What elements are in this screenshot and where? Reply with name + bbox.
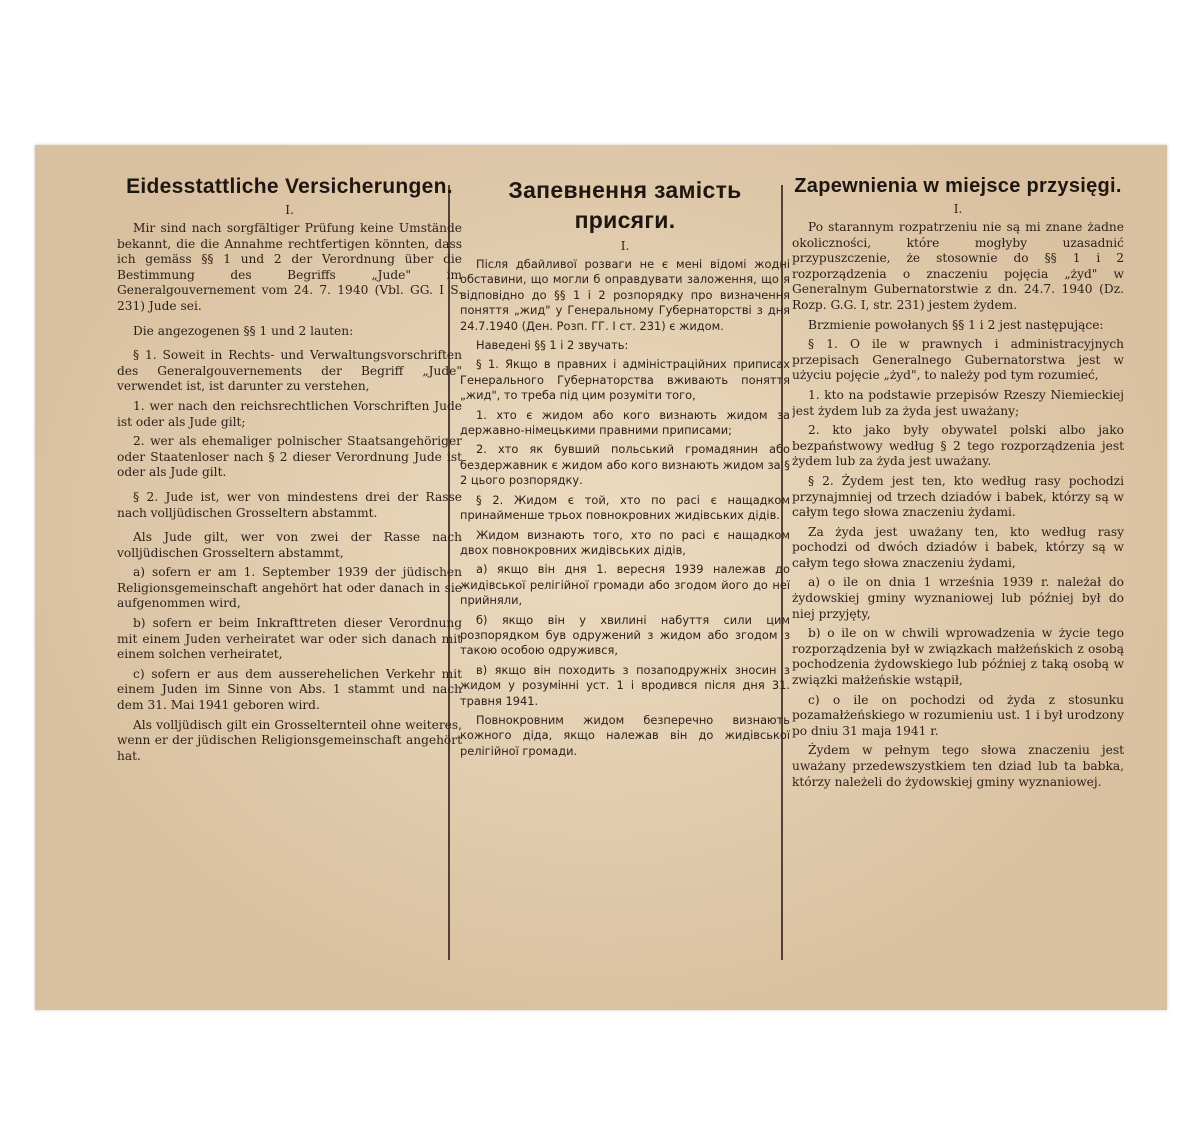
paragraph: в) якщо він походить з позаподружніх зносин з жидом у розумінні уст. 1 і вродився після дня 31. травня 1941. xyxy=(460,662,790,708)
german-body xyxy=(117,221,462,764)
paragraph: § 1. O ile w prawnych i administracyjnych przepisach Generalnego Gubernatorstwa jest w użyciu pojęcie „żyd", to należy pod tym rozumieć, xyxy=(792,337,1124,383)
paragraph: Po starannym rozpatrzeniu nie są mi znane żadne okoliczności, które mogłyby uzasadnić przypuszczenie, że stosownie do §§ 1 i 2 rozporządzenia o znaczeniu pojęcia „żyd" w Generalnym Gubernatorstwie z dn. 24.7. 1940 (Dz. Rozp. G.G. I, str. 231) jestem żydem. xyxy=(792,220,1124,312)
paragraph: 2. wer als ehemaliger polnischer Staatsangehöriger oder Staatenloser nach § 2 dieser Verordnung Jude ist oder als Jude gilt. xyxy=(117,434,462,480)
paragraph: 2. kto jako były obywatel polski albo jako bezpaństwowy według § 2 tego rozporządzenia jest żydem lub za żyda jest uważany. xyxy=(792,423,1124,469)
paragraph: Повнокровним жидом безперечно визнають кожного діда, якщо належав він до жидівської релігійної громади. xyxy=(460,712,790,758)
paragraph: Brzmienie powołanych §§ 1 i 2 jest następujące: xyxy=(808,317,1104,332)
paragraph: б) якщо він у хвилині набуття сили цим розпорядком був одружений з жидом або згодом з такою особою одружився, xyxy=(460,612,790,658)
ukrainian-title: Запевнення замість присяги. xyxy=(508,177,742,233)
paragraph: 1. хто є жидом або кого визнають жидом за державно-німецькими правними приписами; xyxy=(460,407,790,438)
paragraph: Після дбайливої розваги не є мені відомі жодні обставини, що могли б оправдувати заложення, що я відповідно до §§ 1 і 2 розпорядку про визначення поняття „жид" у Генеральному Губернаторстві з дня 24.7.1940 (Ден. Розп. ГГ. І ст. 231) є жидом. xyxy=(460,257,790,333)
paragraph: § 2. Жидом є той, хто по расі є нащадком принайменше трьох повнокровних жидівських дідів. xyxy=(460,492,790,523)
paragraph: c) sofern er aus dem ausserehelichen Verkehr mit einem Juden im Sinne von Abs. 1 stammt und nach dem 31. Mai 1941 geboren wird. xyxy=(117,666,462,713)
polish-body xyxy=(792,220,1124,790)
ukrainian-body xyxy=(460,257,790,759)
german-column xyxy=(117,175,462,935)
ukrainian-column xyxy=(460,175,790,935)
paragraph: b) sofern er beim Inkrafttreten dieser Verordnung mit einem Juden verheiratet war oder sich danach mit einem solchen verheiratet, xyxy=(117,616,462,662)
paragraph: Наведені §§ 1 і 2 звучать: xyxy=(476,338,629,353)
document-sheet xyxy=(35,145,1167,1010)
paragraph: а) якщо він дня 1. вересня 1939 належав до жидівської релігійної громади або згодом його до неї прийняли, xyxy=(460,562,790,608)
paragraph: § 1. Якщо в правних і адміністраційних приписах Генерального Губернаторства вживають поняття „жид", то треба під цим розуміти того, xyxy=(460,357,790,403)
paragraph: 1. kto na podstawie przepisów Rzeszy Niemieckiej jest żydem lub za żyda jest uważany; xyxy=(792,387,1124,418)
paragraph: Mir sind nach sorgfältiger Prüfung keine Umstände bekannt, die die Annahme rechtfertigen könnten, dass ich gemäss §§ 1 und 2 der Verordnung über die Bestimmung des Begriffs „Jude" im Generalgouvernement vom 24. 7. 1940 (Vbl. GG. I S. 231) Jude sei. xyxy=(117,221,462,313)
paragraph: b) o ile on w chwili wprowadzenia w życie tego rozporządzenia był w związkach małżeńskich z osobą pochodzenia żydowskiego lub później z taką osobą w związki małżeńskie wstąpił, xyxy=(792,626,1124,688)
german-section-numeral: I. xyxy=(285,203,294,217)
paragraph: Als Jude gilt, wer von zwei der Rasse nach volljüdischen Grosseltern abstammt, xyxy=(117,530,462,560)
paragraph: § 1. Soweit in Rechts- und Verwaltungsvorschriften des Generalgouvernements der Begriff „Jude" verwendet ist, ist darunter zu verstehen, xyxy=(117,348,462,394)
paragraph: c) o ile on pochodzi od żyda z stosunku pozamałżeńskiego w rozumieniu ust. 1 i był urodzony po dniu 31 maja 1941 r. xyxy=(792,692,1124,738)
polish-title: Zapewnienia w miejsce przysięgi. xyxy=(794,175,1122,197)
paragraph: Als volljüdisch gilt ein Grosselternteil ohne weiteres, wenn er der jüdischen Religionsgemeinschaft angehört hat. xyxy=(117,717,462,763)
paragraph: a) sofern er am 1. September 1939 der jüdischen Religionsgemeinschaft angehört hat oder danach in sie aufgenommen wird, xyxy=(117,565,462,611)
paragraph: Za żyda jest uważany ten, kto według rasy pochodzi od dwóch dziadów i babek, którzy są w całym tego słowa znaczeniu żydami, xyxy=(792,524,1124,570)
paragraph: § 2. Żydem jest ten, kto według rasy pochodzi przynajmniej od trzech dziadów i babek, którzy są w całym tego słowa znaczeniu żydami. xyxy=(792,473,1124,520)
paragraph: a) o ile on dnia 1 września 1939 r. należał do żydowskiej gminy wyznaniowej lub później był do niej przyjęty, xyxy=(792,575,1124,621)
paragraph: 2. хто як бувший польський громадянин або бездержавник є жидом або кого визнають жидом за § 2 цього розпорядку. xyxy=(460,442,790,488)
polish-section-numeral: I. xyxy=(953,202,963,216)
paragraph: Жидом визнають того, хто по расі є нащадком двох повнокровних жидівських дідів, xyxy=(460,527,790,557)
polish-column xyxy=(792,175,1124,935)
ukrainian-section-numeral: I. xyxy=(620,239,630,253)
german-title: Eidesstattliche Versicherungen. xyxy=(126,175,453,198)
paragraph: Żydem w pełnym tego słowa znaczeniu jest uważany przedewszystkiem ten dziad lub ta babka, którzy należeli do żydowskiej gminy wyznaniowej. xyxy=(792,743,1124,789)
paragraph: § 2. Jude ist, wer von mindestens drei der Rasse nach volljüdischen Grosseltern abstammt. xyxy=(117,489,462,520)
paragraph: 1. wer nach den reichsrechtlichen Vorschriften Jude ist oder als Jude gilt; xyxy=(117,398,462,429)
paragraph: Die angezogenen §§ 1 und 2 lauten: xyxy=(133,323,354,338)
